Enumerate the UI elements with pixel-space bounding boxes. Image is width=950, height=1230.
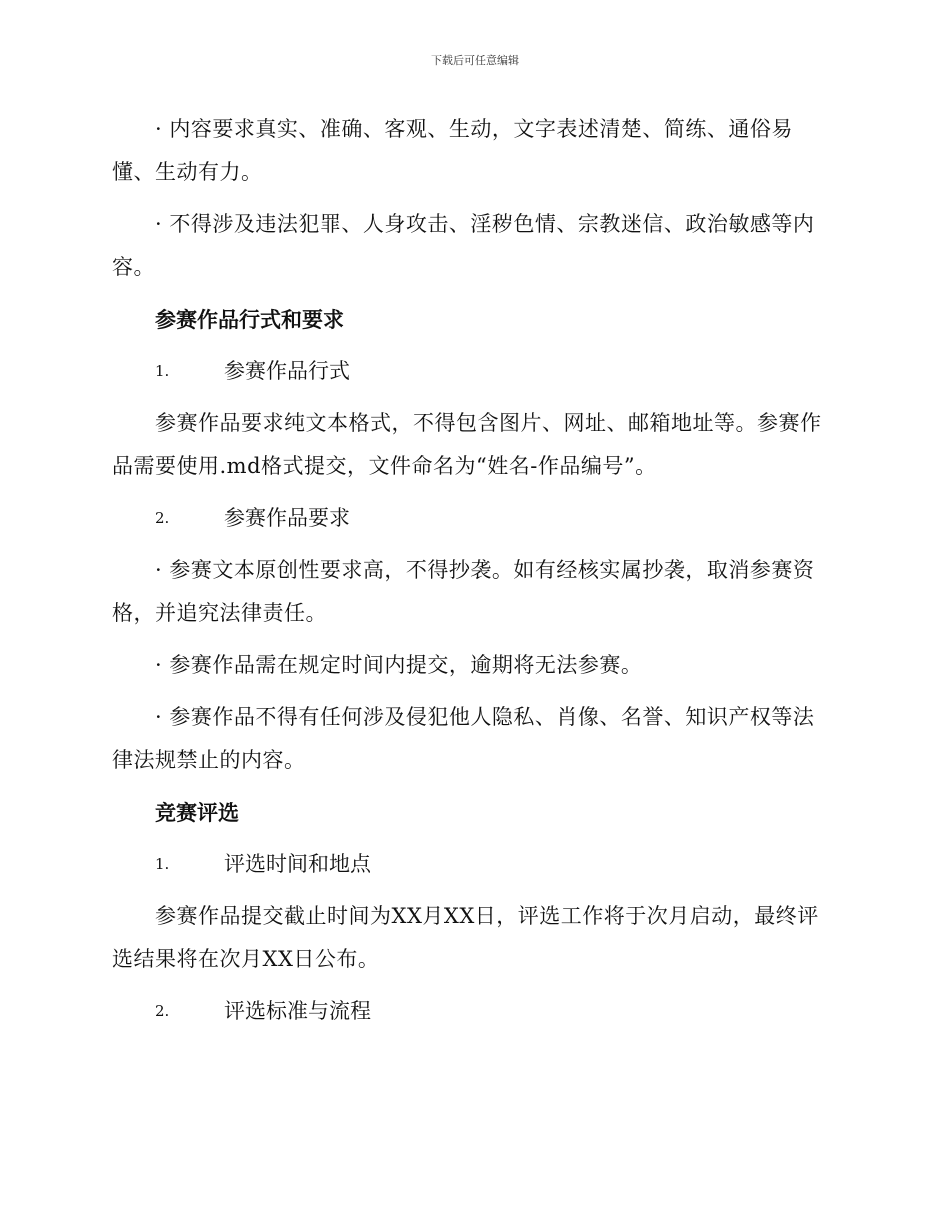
item-title: 评选标准与流程 bbox=[224, 999, 371, 1023]
bullet-legal: · 参赛作品不得有任何涉及侵犯他人隐私、肖像、名誉、知识产权等法律法规禁止的内容。 bbox=[112, 705, 815, 772]
bullet-originality: · 参赛文本原创性要求高，不得抄袭。如有经核实属抄袭，取消参赛资格，并追究法律责任。 bbox=[112, 558, 815, 625]
page-header: 下载后可任意编辑 bbox=[431, 54, 519, 67]
item-title: 参赛作品要求 bbox=[224, 506, 350, 530]
numbered-item-criteria bbox=[112, 990, 832, 1033]
numbered-item-schedule bbox=[112, 843, 832, 886]
bullet-content-requirement: · 内容要求真实、准确、客观、生动，文字表述清楚、简练、通俗易懂、生动有力。 bbox=[112, 117, 793, 184]
bullet-deadline: · 参赛作品需在规定时间内提交，逾期将无法参赛。 bbox=[155, 653, 643, 677]
numbered-item-format bbox=[112, 350, 832, 393]
item-number: 2. bbox=[155, 1002, 170, 1020]
item-title: 评选时间和地点 bbox=[224, 852, 371, 876]
section-heading-format: 参赛作品行式和要求 bbox=[155, 307, 344, 332]
bullet-prohibited-content: · 不得涉及违法犯罪、人身攻击、淫秽色情、宗教迷信、政治敏感等内容。 bbox=[112, 212, 815, 279]
document-body bbox=[112, 108, 832, 1033]
item-number: 2. bbox=[155, 509, 170, 527]
item-number: 1. bbox=[155, 855, 170, 873]
item-title: 参赛作品行式 bbox=[224, 359, 350, 383]
paragraph-format-details: 参赛作品要求纯文本格式，不得包含图片、网址、邮箱地址等。参赛作品需要使用.md格式提交，文件命名为“姓名-作品编号”。 bbox=[112, 411, 822, 478]
item-number: 1. bbox=[155, 362, 170, 380]
section-heading-judging: 竞赛评选 bbox=[155, 800, 239, 825]
paragraph-schedule-details: 参赛作品提交截止时间为XX月XX日，评选工作将于次月启动，最终评选结果将在次月XX日公布。 bbox=[112, 904, 819, 971]
numbered-item-requirements bbox=[112, 497, 832, 540]
